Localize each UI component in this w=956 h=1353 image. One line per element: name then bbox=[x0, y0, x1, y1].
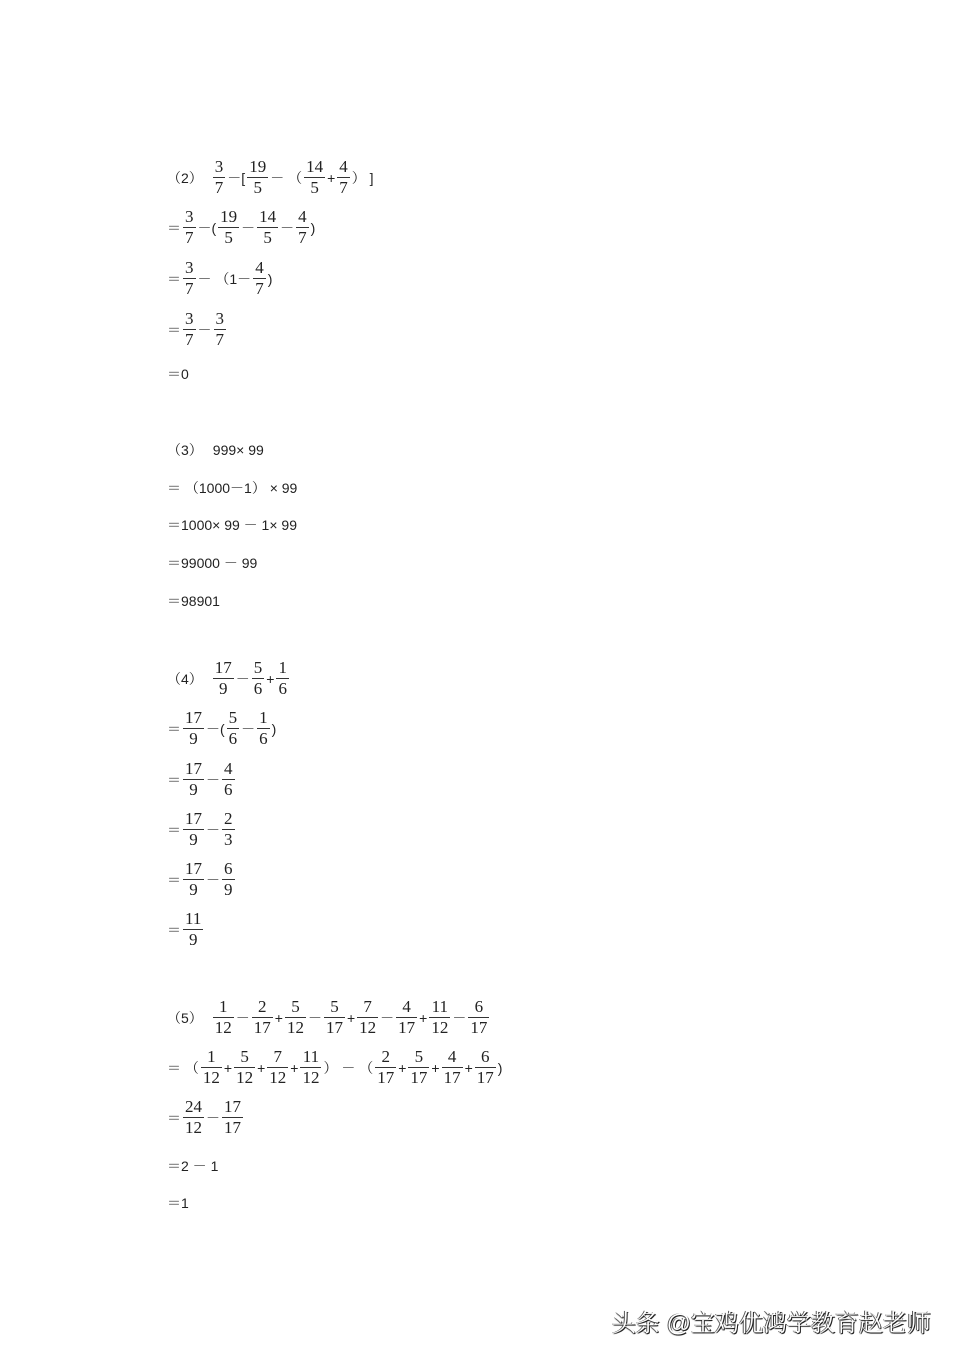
math-operator: + bbox=[398, 1059, 407, 1076]
math-operator: － bbox=[380, 1009, 395, 1026]
denominator: 6 bbox=[253, 679, 263, 698]
math-operator: ＝1000× 99 － 1× 99 bbox=[167, 517, 297, 533]
denominator: 5 bbox=[253, 178, 262, 197]
math-operator: ＝99000 － 99 bbox=[167, 555, 258, 571]
denominator: 17 bbox=[470, 1018, 488, 1037]
numerator: 3 bbox=[215, 309, 224, 328]
denominator: 12 bbox=[236, 1068, 254, 1087]
denominator: 17 bbox=[224, 1118, 241, 1137]
fraction bbox=[183, 760, 204, 799]
numerator: 11 bbox=[185, 909, 202, 928]
fraction bbox=[429, 998, 450, 1037]
denominator: 7 bbox=[255, 279, 264, 298]
denominator: 9 bbox=[189, 729, 198, 748]
numerator: 4 bbox=[447, 1047, 457, 1066]
denominator: 5 bbox=[263, 228, 272, 247]
numerator: 19 bbox=[220, 207, 238, 226]
solution-step bbox=[166, 208, 316, 247]
math-operator: + bbox=[274, 1009, 283, 1026]
fraction bbox=[267, 1048, 288, 1087]
denominator: 7 bbox=[339, 178, 348, 197]
math-operator: ＝ （ bbox=[167, 1059, 199, 1076]
fraction bbox=[247, 158, 268, 197]
math-operator: + bbox=[266, 670, 275, 687]
denominator: 12 bbox=[269, 1068, 287, 1087]
denominator: 17 bbox=[253, 1018, 271, 1037]
denominator: 17 bbox=[443, 1068, 461, 1087]
numerator: 4 bbox=[298, 207, 307, 226]
problem-statement bbox=[166, 158, 375, 197]
numerator: 17 bbox=[185, 859, 202, 878]
denominator: 9 bbox=[189, 780, 198, 799]
problem-number: （2） bbox=[167, 169, 203, 186]
solution-step bbox=[166, 1156, 219, 1176]
denominator: 17 bbox=[410, 1068, 428, 1087]
numerator: 11 bbox=[431, 997, 449, 1016]
math-operator: － bbox=[206, 771, 220, 788]
solution-step bbox=[166, 760, 236, 799]
numerator: 14 bbox=[259, 207, 277, 226]
denominator: 7 bbox=[298, 228, 307, 247]
denominator: 17 bbox=[377, 1068, 395, 1087]
solution-step bbox=[166, 515, 298, 535]
fraction bbox=[396, 998, 417, 1037]
fraction bbox=[324, 998, 345, 1037]
solution-step bbox=[166, 709, 277, 748]
problem-number: （3） bbox=[167, 442, 203, 458]
math-operator: － （1－ bbox=[197, 270, 252, 287]
math-operator: ) bbox=[267, 270, 273, 287]
numerator: 17 bbox=[224, 1097, 241, 1116]
fraction bbox=[257, 709, 270, 748]
solution-step bbox=[166, 310, 227, 349]
numerator: 5 bbox=[228, 708, 238, 727]
numerator: 5 bbox=[330, 997, 339, 1016]
numerator: 1 bbox=[278, 658, 287, 677]
denominator: 12 bbox=[359, 1018, 377, 1037]
solution-step bbox=[166, 860, 236, 899]
denominator: 9 bbox=[224, 880, 233, 899]
math-operator: + bbox=[257, 1059, 266, 1076]
fraction bbox=[442, 1048, 463, 1087]
math-operator: ＝ bbox=[167, 219, 181, 236]
fraction bbox=[183, 709, 204, 748]
numerator: 3 bbox=[214, 157, 224, 176]
fraction bbox=[183, 810, 204, 849]
fraction bbox=[213, 659, 234, 698]
math-operator: ） － （ bbox=[323, 1059, 374, 1076]
solution-step bbox=[166, 810, 236, 849]
denominator: 7 bbox=[215, 330, 224, 349]
numerator: 19 bbox=[249, 157, 267, 176]
numerator: 6 bbox=[481, 1047, 490, 1066]
denominator: 17 bbox=[325, 1018, 343, 1037]
solution-step bbox=[166, 591, 221, 611]
math-operator: ＝ bbox=[167, 821, 181, 838]
fraction bbox=[408, 1048, 429, 1087]
math-operator: － bbox=[197, 321, 212, 338]
math-operator: － bbox=[206, 871, 220, 888]
fraction bbox=[468, 998, 489, 1037]
math-operator: + bbox=[464, 1059, 473, 1076]
fraction bbox=[252, 659, 265, 698]
math-operator: 999× 99 bbox=[212, 442, 264, 458]
solution-step bbox=[166, 1098, 244, 1137]
math-operator: － bbox=[235, 1009, 250, 1026]
numerator: 1 bbox=[207, 1047, 216, 1066]
fraction bbox=[183, 208, 196, 247]
watermark: 头条 @宝鸡优鸿学教育赵老师 bbox=[612, 1310, 932, 1337]
numerator: 17 bbox=[185, 809, 202, 828]
denominator: 5 bbox=[310, 178, 319, 197]
numerator: 5 bbox=[291, 997, 300, 1016]
denominator: 9 bbox=[189, 880, 198, 899]
math-operator: ＝ bbox=[167, 720, 181, 737]
math-operator: ＝ bbox=[167, 1109, 181, 1126]
fraction bbox=[257, 208, 278, 247]
fraction bbox=[222, 860, 235, 899]
fraction bbox=[183, 310, 196, 349]
denominator: 9 bbox=[188, 930, 198, 949]
denominator: 12 bbox=[431, 1018, 449, 1037]
numerator: 2 bbox=[224, 809, 233, 828]
fraction bbox=[183, 259, 196, 298]
math-operator: －[ bbox=[227, 169, 246, 186]
fraction bbox=[304, 158, 325, 197]
denominator: 17 bbox=[476, 1068, 494, 1087]
math-operator: － bbox=[241, 219, 256, 236]
fraction bbox=[222, 1098, 243, 1137]
numerator: 17 bbox=[214, 658, 232, 677]
numerator: 4 bbox=[224, 759, 233, 778]
denominator: 6 bbox=[228, 729, 238, 748]
math-operator: + bbox=[223, 1059, 233, 1076]
problem-statement bbox=[166, 659, 290, 698]
math-operator: ＝0 bbox=[167, 366, 189, 382]
numerator: 5 bbox=[240, 1047, 249, 1066]
numerator: 3 bbox=[185, 207, 194, 226]
fraction bbox=[296, 208, 309, 247]
numerator: 14 bbox=[306, 157, 324, 176]
problem-number: （4） bbox=[167, 670, 203, 687]
denominator: 5 bbox=[224, 228, 233, 247]
numerator: 17 bbox=[185, 708, 202, 727]
solution-step bbox=[166, 478, 298, 498]
math-operator: － bbox=[235, 670, 250, 687]
fraction bbox=[253, 259, 266, 298]
denominator: 6 bbox=[278, 679, 287, 698]
solution-step bbox=[166, 553, 258, 573]
denominator: 12 bbox=[185, 1118, 202, 1137]
numerator: 4 bbox=[339, 157, 348, 176]
numerator: 3 bbox=[185, 258, 194, 277]
denominator: 3 bbox=[224, 830, 233, 849]
math-operator: － （ bbox=[270, 169, 303, 186]
numerator: 2 bbox=[258, 997, 267, 1016]
numerator: 5 bbox=[253, 658, 263, 677]
math-operator: － bbox=[206, 1109, 220, 1126]
fraction bbox=[213, 998, 234, 1037]
numerator: 3 bbox=[185, 309, 194, 328]
fraction bbox=[276, 659, 289, 698]
math-operator: － bbox=[280, 219, 295, 236]
math-operator: ) bbox=[271, 720, 277, 737]
fraction bbox=[183, 1098, 204, 1137]
math-operator: ＝98901 bbox=[167, 593, 220, 609]
fraction bbox=[475, 1048, 496, 1087]
fraction bbox=[285, 998, 306, 1037]
fraction bbox=[213, 158, 226, 197]
math-operator: ） ] bbox=[351, 169, 374, 186]
fraction bbox=[222, 810, 235, 849]
fraction bbox=[222, 760, 235, 799]
denominator: 12 bbox=[286, 1018, 304, 1037]
math-operator: + bbox=[431, 1059, 440, 1076]
math-operator: ＝ bbox=[167, 321, 181, 338]
numerator: 2 bbox=[381, 1047, 390, 1066]
solution-step bbox=[166, 364, 190, 384]
denominator: 7 bbox=[214, 178, 224, 197]
denominator: 9 bbox=[219, 679, 228, 698]
math-operator: － bbox=[452, 1009, 467, 1026]
math-operator: + bbox=[290, 1059, 299, 1076]
math-operator: + bbox=[346, 1009, 356, 1026]
math-operator: － bbox=[241, 720, 256, 737]
denominator: 6 bbox=[259, 729, 268, 748]
solution-step bbox=[166, 1193, 190, 1213]
math-operator: － bbox=[307, 1009, 322, 1026]
numerator: 6 bbox=[474, 997, 484, 1016]
fraction bbox=[183, 910, 203, 949]
solution-step bbox=[166, 910, 204, 949]
numerator: 4 bbox=[402, 997, 411, 1016]
numerator: 17 bbox=[185, 759, 202, 778]
math-operator: ＝ （1000－1） × 99 bbox=[167, 480, 298, 496]
math-operator: ) bbox=[497, 1059, 503, 1076]
math-operator: ＝2 － 1 bbox=[167, 1158, 219, 1174]
math-operator: －( bbox=[197, 219, 217, 236]
fraction bbox=[357, 998, 378, 1037]
fraction bbox=[337, 158, 350, 197]
math-operator: －( bbox=[206, 720, 225, 737]
solution-step bbox=[166, 1048, 503, 1087]
denominator: 12 bbox=[214, 1018, 232, 1037]
fraction bbox=[218, 208, 239, 247]
denominator: 6 bbox=[224, 780, 233, 799]
fraction bbox=[300, 1048, 321, 1087]
math-operator: + bbox=[419, 1009, 428, 1026]
denominator: 7 bbox=[185, 279, 194, 298]
denominator: 17 bbox=[398, 1018, 416, 1037]
problem-statement bbox=[166, 440, 265, 460]
solution-step bbox=[166, 259, 273, 298]
math-operator: ＝ bbox=[167, 771, 181, 788]
math-operator: ＝ bbox=[167, 270, 181, 287]
math-operator: ＝1 bbox=[167, 1195, 189, 1211]
denominator: 12 bbox=[202, 1068, 220, 1087]
math-operator: ) bbox=[310, 219, 316, 236]
denominator: 7 bbox=[185, 228, 194, 247]
problem-number: （5） bbox=[167, 1009, 203, 1026]
math-operator: － bbox=[206, 821, 220, 838]
numerator: 5 bbox=[414, 1047, 424, 1066]
fraction bbox=[201, 1048, 222, 1087]
numerator: 7 bbox=[363, 997, 372, 1016]
numerator: 1 bbox=[259, 708, 268, 727]
denominator: 9 bbox=[189, 830, 198, 849]
denominator: 7 bbox=[185, 330, 194, 349]
math-operator: + bbox=[327, 169, 336, 186]
numerator: 11 bbox=[302, 1047, 320, 1066]
fraction bbox=[214, 310, 227, 349]
math-operator: ＝ bbox=[167, 921, 181, 938]
denominator: 12 bbox=[302, 1068, 320, 1087]
numerator: 1 bbox=[219, 997, 228, 1016]
fraction bbox=[227, 709, 240, 748]
numerator: 6 bbox=[224, 859, 233, 878]
problem-statement bbox=[166, 998, 490, 1037]
numerator: 24 bbox=[185, 1097, 202, 1116]
fraction bbox=[183, 860, 204, 899]
fraction bbox=[252, 998, 273, 1037]
numerator: 4 bbox=[255, 258, 264, 277]
math-operator: ＝ bbox=[167, 871, 181, 888]
numerator: 7 bbox=[273, 1047, 283, 1066]
fraction bbox=[375, 1048, 396, 1087]
fraction bbox=[234, 1048, 255, 1087]
